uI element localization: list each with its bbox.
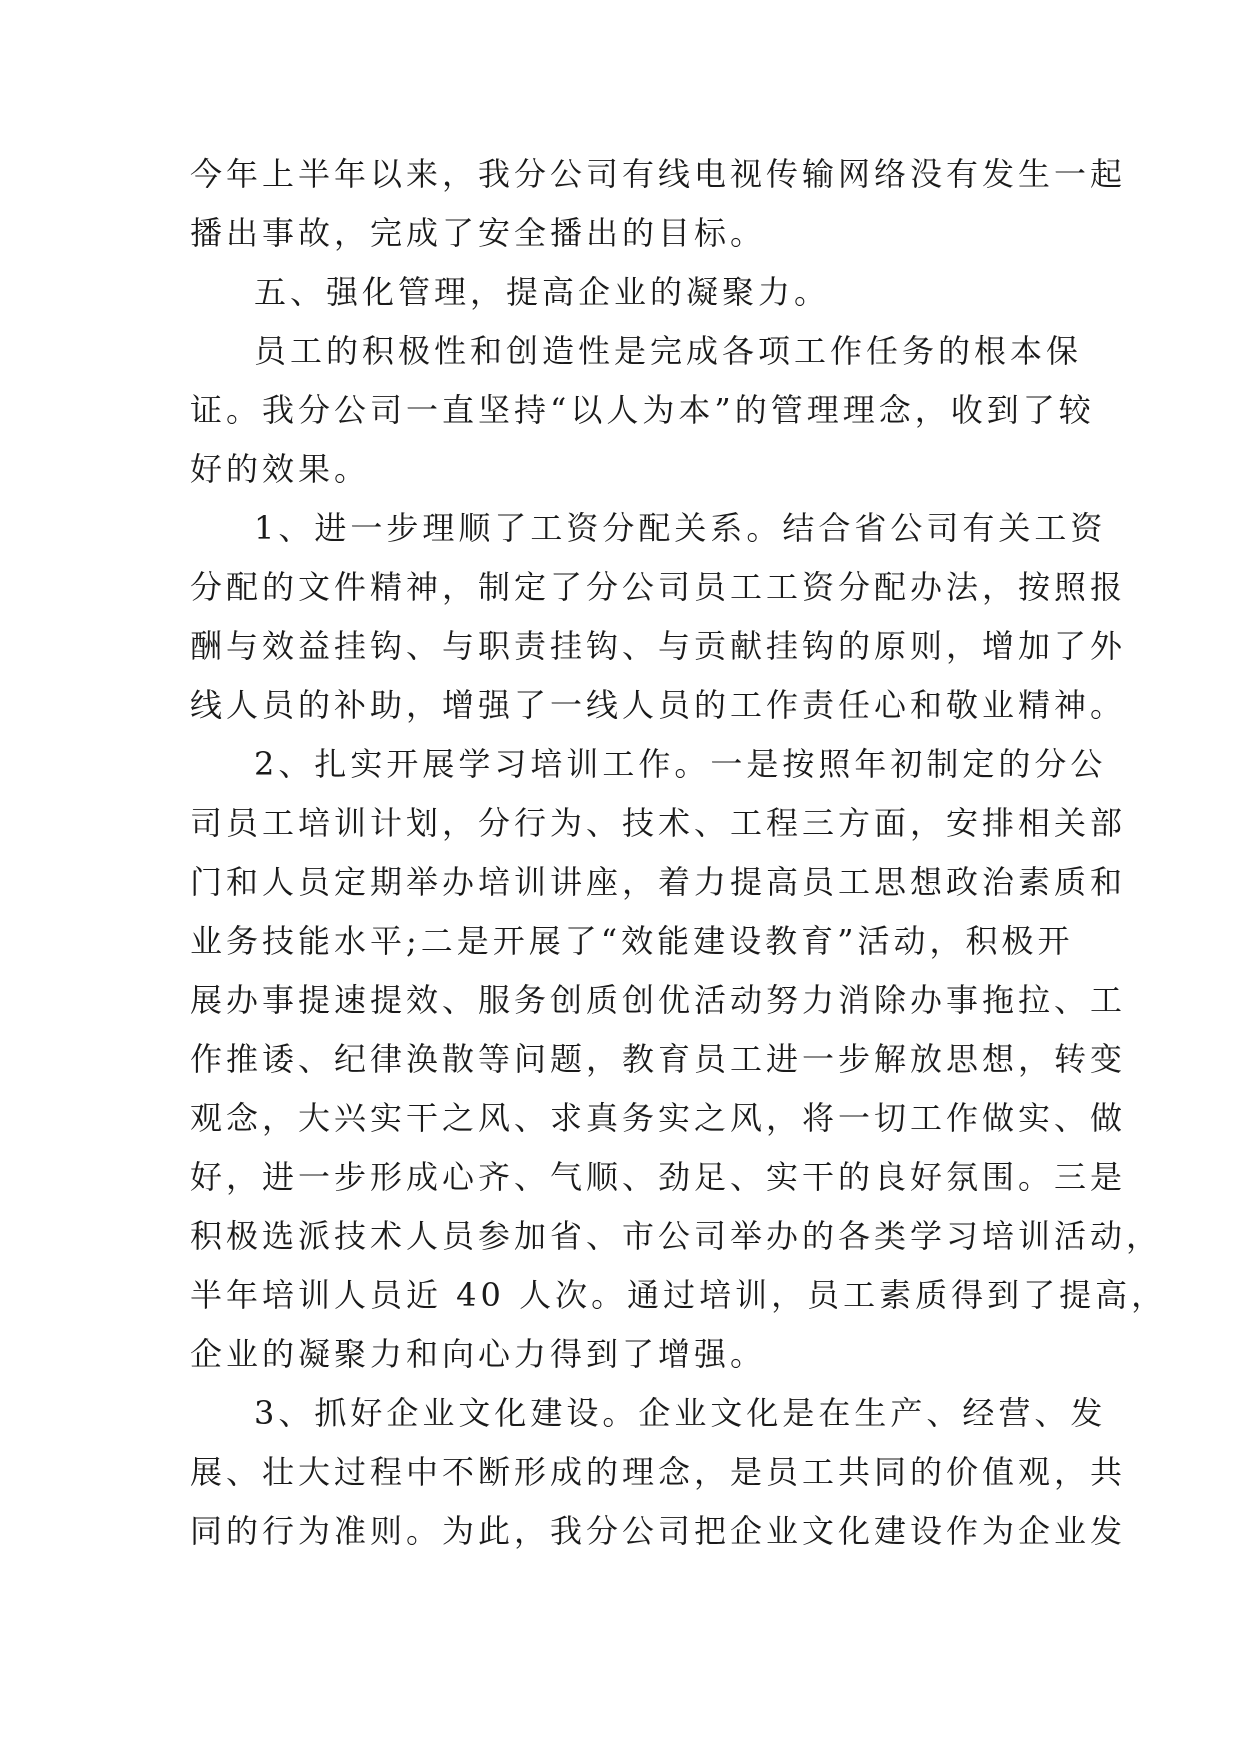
text-line: 好的效果。 bbox=[190, 450, 371, 488]
text-line: 同的行为准则。为此，我分公司把企业文化建设作为企业发 bbox=[190, 1512, 1127, 1550]
text-line: 企业的凝聚力和向心力得到了增强。 bbox=[190, 1335, 767, 1373]
text-line: 1、进一步理顺了工资分配关系。结合省公司有关工资 bbox=[254, 509, 1107, 547]
text-line: 司员工培训计划，分行为、技术、工程三方面，安排相关部 bbox=[190, 804, 1127, 842]
text-line: 展办事提速提效、服务创质创优活动努力消除办事拖拉、工 bbox=[190, 981, 1127, 1019]
text-line: 证。我分公司一直坚持“以人为本”的管理理念，收到了较 bbox=[190, 391, 1095, 429]
text-line: 业务技能水平;二是开展了“效能建设教育”活动，积极开 bbox=[190, 922, 1074, 960]
text-line: 观念，大兴实干之风、求真务实之风，将一切工作做实、做 bbox=[190, 1099, 1127, 1137]
text-line: 展、壮大过程中不断形成的理念，是员工共同的价值观，共 bbox=[190, 1453, 1127, 1491]
text-line: 门和人员定期举办培训讲座，着力提高员工思想政治素质和 bbox=[190, 863, 1127, 901]
text-line: 半年培训人员近 40 人次。通过培训，员工素质得到了提高， bbox=[190, 1276, 1168, 1314]
text-line: 好，进一步形成心齐、气顺、劲足、实干的良好氛围。三是 bbox=[190, 1158, 1127, 1196]
text-line: 分配的文件精神，制定了分公司员工工资分配办法，按照报 bbox=[190, 568, 1127, 606]
text-line: 播出事故，完成了安全播出的目标。 bbox=[190, 214, 767, 252]
text-line: 酬与效益挂钩、与职责挂钩、与贡献挂钩的原则，增加了外 bbox=[190, 627, 1127, 665]
text-line: 今年上半年以来，我分公司有线电视传输网络没有发生一起 bbox=[190, 155, 1127, 193]
section-heading: 五、强化管理，提高企业的凝聚力。 bbox=[254, 273, 831, 311]
text-line: 线人员的补助，增强了一线人员的工作责任心和敬业精神。 bbox=[190, 686, 1127, 724]
text-line: 积极选派技术人员参加省、市公司举办的各类学习培训活动， bbox=[190, 1217, 1163, 1255]
text-line: 员工的积极性和创造性是完成各项工作任务的根本保 bbox=[254, 332, 1083, 370]
text-line: 2、扎实开展学习培训工作。一是按照年初制定的分公 bbox=[254, 745, 1107, 783]
document-body bbox=[190, 155, 1168, 1574]
text-line: 作推诿、纪律涣散等问题，教育员工进一步解放思想，转变 bbox=[190, 1040, 1127, 1078]
text-line: 3、抓好企业文化建设。企业文化是在生产、经营、发 bbox=[254, 1394, 1107, 1432]
